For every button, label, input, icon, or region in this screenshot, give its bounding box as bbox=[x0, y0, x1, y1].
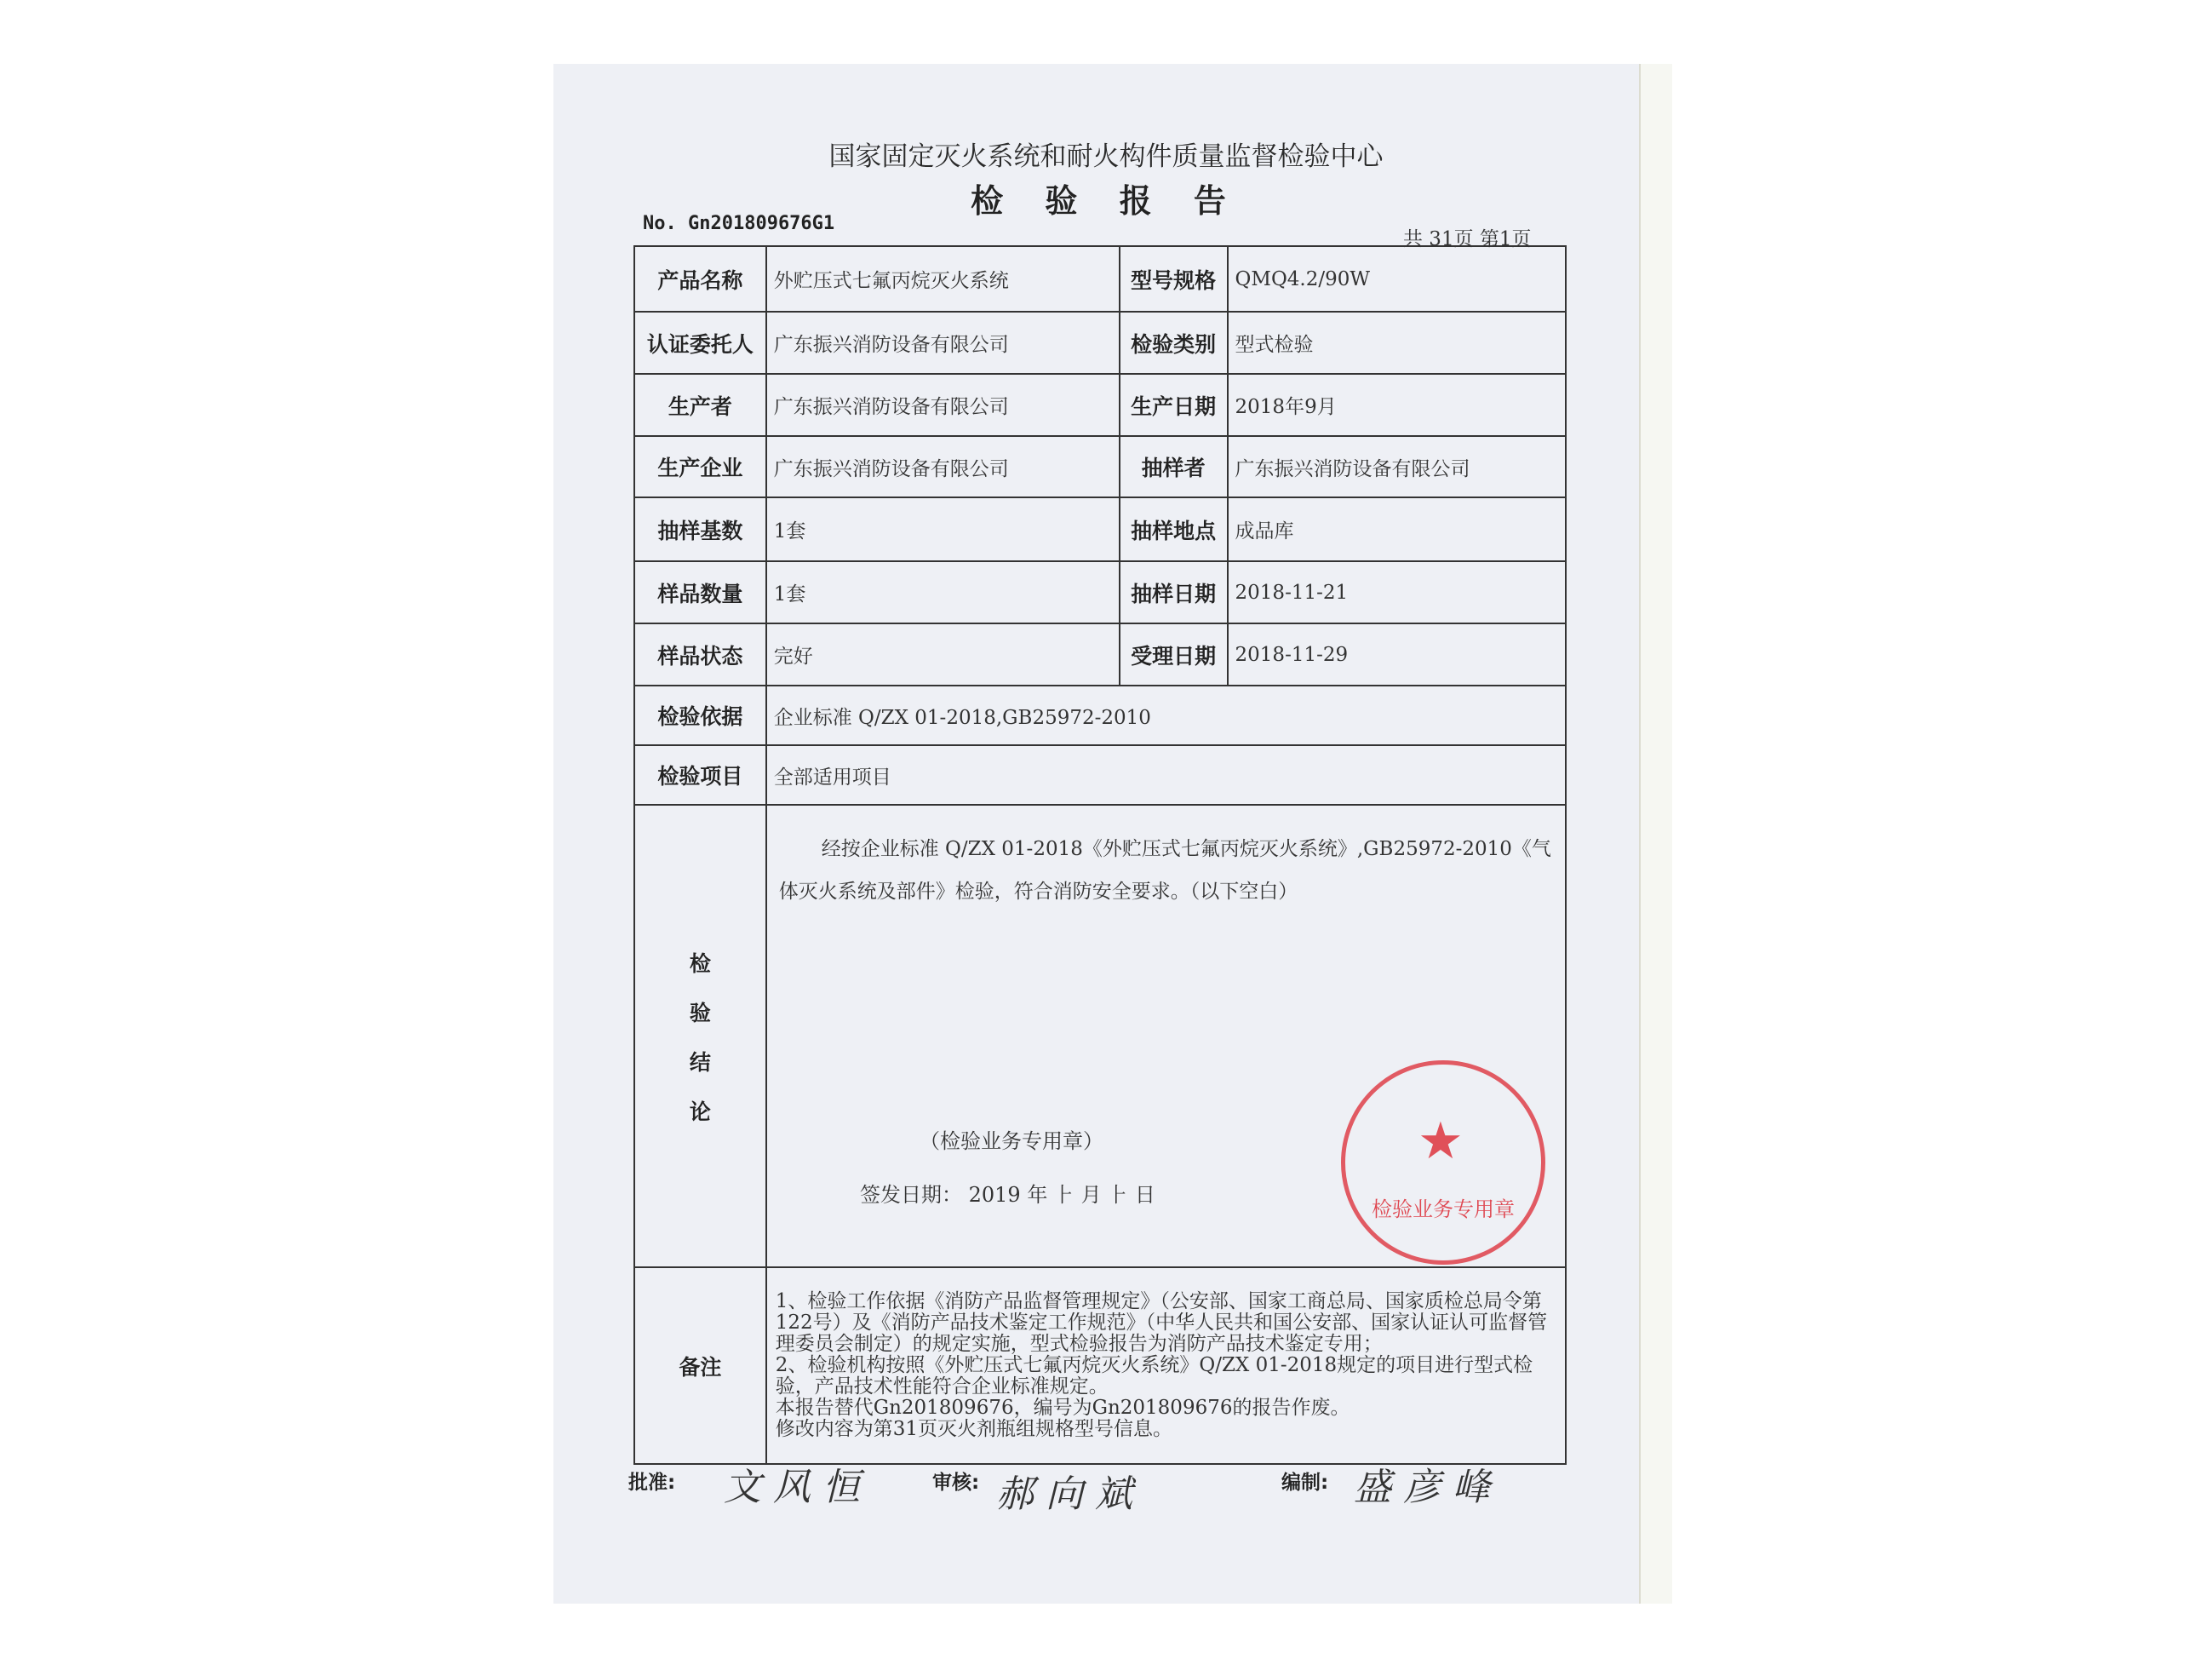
field-label: 型号规格 bbox=[1120, 246, 1228, 312]
field-label: 样品状态 bbox=[634, 623, 766, 686]
approve-signature: 文 风 恒 bbox=[724, 1466, 860, 1509]
review-label: 审核: bbox=[932, 1472, 980, 1494]
basis-label: 检验依据 bbox=[634, 686, 766, 745]
remarks-cell bbox=[766, 1267, 1566, 1464]
conclusion-label-char: 论 bbox=[689, 1099, 711, 1124]
field-value: 广东振兴消防设备有限公司 bbox=[1228, 436, 1566, 497]
field-label: 抽样基数 bbox=[634, 497, 766, 561]
field-value: 2018-11-21 bbox=[1228, 561, 1566, 623]
compile-signature: 盛 彦 峰 bbox=[1354, 1466, 1490, 1509]
remark-line: 本报告替代Gn201809676，编号为Gn201809676的报告作废。 bbox=[775, 1397, 1350, 1419]
field-row bbox=[634, 436, 1566, 497]
official-stamp bbox=[1341, 1060, 1545, 1265]
field-label: 检验类别 bbox=[1120, 312, 1228, 374]
field-value: 1套 bbox=[766, 561, 1120, 623]
stamp-text: 检验业务专用章 bbox=[1372, 1197, 1515, 1221]
report-title: 检 验 报 告 bbox=[971, 182, 1241, 220]
conclusion-label bbox=[634, 805, 766, 1267]
conclusion-label-char: 检 bbox=[689, 950, 711, 976]
page-count: 共 31页 第1页 bbox=[1403, 228, 1532, 250]
field-value: 广东振兴消防设备有限公司 bbox=[766, 436, 1120, 497]
field-value: 2018年9月 bbox=[1228, 374, 1566, 436]
field-value: 成品库 bbox=[1228, 497, 1566, 561]
field-row bbox=[634, 623, 1566, 686]
field-label: 抽样日期 bbox=[1120, 561, 1228, 623]
field-value: 完好 bbox=[766, 623, 1120, 686]
star-icon: ★ bbox=[1418, 1111, 1464, 1171]
field-label: 样品数量 bbox=[634, 561, 766, 623]
field-label: 抽样地点 bbox=[1120, 497, 1228, 561]
field-value: 广东振兴消防设备有限公司 bbox=[766, 312, 1120, 374]
conclusion-label-char: 结 bbox=[689, 1049, 711, 1075]
field-row bbox=[634, 312, 1566, 374]
field-row bbox=[634, 374, 1566, 436]
basis-value: 企业标准 Q/ZX 01-2018,GB25972-2010 bbox=[766, 686, 1566, 745]
field-value: 广东振兴消防设备有限公司 bbox=[766, 374, 1120, 436]
field-label: 生产日期 bbox=[1120, 374, 1228, 436]
field-label: 产品名称 bbox=[634, 246, 766, 312]
items-value: 全部适用项目 bbox=[766, 745, 1566, 805]
page-edge bbox=[1639, 64, 1672, 1604]
field-label: 抽样者 bbox=[1120, 436, 1228, 497]
field-value: 2018-11-29 bbox=[1228, 623, 1566, 686]
field-label: 受理日期 bbox=[1120, 623, 1228, 686]
remark-line: 1、检验工作依据《消防产品监督管理规定》（公安部、国家工商总局、国家质检总局令第122号）及《消防产品技术鉴定工作规范》（中华人民共和国公安部、国家认证认可监督管理委员会制定）的规定实施，型式检验报告为消防产品技术鉴定专用； bbox=[775, 1290, 1548, 1355]
seal-usage-text: （检验业务专用章） bbox=[920, 1129, 1103, 1153]
compile-label: 编制: bbox=[1281, 1472, 1329, 1494]
field-value: 型式检验 bbox=[1228, 312, 1566, 374]
field-value: 1套 bbox=[766, 497, 1120, 561]
conclusion-text: 经按企业标准 Q/ZX 01-2018《外贮压式七氟丙烷灭火系统》,GB25972-2010《气体灭火系统及部件》检验，符合消防安全要求。（以下空白） bbox=[778, 838, 1551, 903]
field-row bbox=[634, 561, 1566, 623]
basis-row bbox=[634, 686, 1566, 745]
report-number: No. Gn201809676G1 bbox=[643, 213, 835, 234]
field-value: QMQ4.2/90W bbox=[1228, 246, 1566, 312]
conclusion-label-char: 验 bbox=[689, 1000, 711, 1025]
remark-line: 2、检验机构按照《外贮压式七氟丙烷灭火系统》Q/ZX 01-2018规定的项目进行型式检验，产品技术性能符合企业标准规定。 bbox=[775, 1354, 1533, 1398]
organization-name: 国家固定灭火系统和耐火构件质量监督检验中心 bbox=[828, 141, 1384, 172]
remarks-row bbox=[634, 1267, 1566, 1464]
field-label: 生产者 bbox=[634, 374, 766, 436]
field-label: 生产企业 bbox=[634, 436, 766, 497]
field-value: 外贮压式七氟丙烷灭火系统 bbox=[766, 246, 1120, 312]
field-row bbox=[634, 246, 1566, 312]
review-signature: 郝 向 斌 bbox=[996, 1472, 1132, 1516]
items-label: 检验项目 bbox=[634, 745, 766, 805]
report-table bbox=[633, 245, 1567, 1465]
remark-line: 修改内容为第31页灭火剂瓶组规格型号信息。 bbox=[775, 1418, 1172, 1440]
issue-date: 签发日期： 2019 年 ⺊ 月 ⺊ 日 bbox=[860, 1183, 1155, 1207]
field-row bbox=[634, 497, 1566, 561]
items-row bbox=[634, 745, 1566, 805]
field-label: 认证委托人 bbox=[634, 312, 766, 374]
approve-label: 批准: bbox=[628, 1472, 676, 1494]
remarks-label: 备注 bbox=[634, 1267, 766, 1464]
